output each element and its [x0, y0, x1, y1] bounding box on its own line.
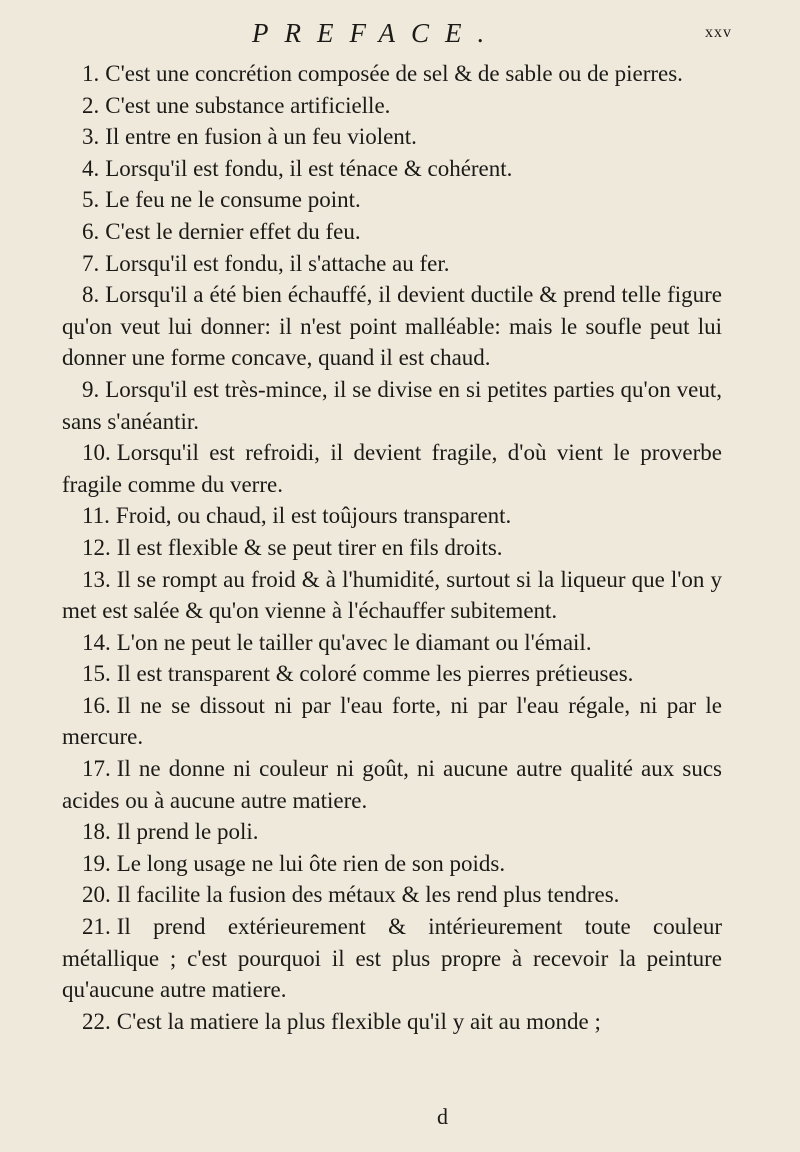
item-text: C'est une concrétion composée de sel & de sable ou de pierres. [105, 61, 683, 86]
running-title: PREFACE. [252, 18, 501, 48]
page-number: xxv [705, 24, 732, 41]
item-text: Il entre en fusion à un feu violent. [105, 124, 417, 150]
list-item [62, 911, 722, 1006]
list-item [62, 753, 722, 816]
item-number: 17. [82, 756, 111, 782]
numbered-list [62, 58, 722, 1037]
item-number: 22. [82, 1008, 111, 1034]
list-item [62, 1006, 722, 1038]
list-item [62, 153, 722, 185]
item-number: 20. [82, 882, 111, 908]
item-number: 9. [82, 376, 100, 402]
item-text: C'est le dernier effet du feu. [105, 218, 361, 244]
signature-mark: d [437, 1104, 448, 1129]
item-number: 16. [82, 692, 111, 718]
list-item [62, 90, 722, 122]
item-text: Il ne se dissout ni par l'eau forte, ni par l'eau régale, ni par le mercure. [62, 692, 722, 750]
item-number: 13. [82, 566, 111, 592]
item-text: Il se rompt au froid & à l'humidité, surtout si la liqueur que l'on y met est salée & qu'on vienne à l'échauffer subitement. [62, 566, 722, 624]
item-text: Il prend extérieurement & intérieurement toute couleur métallique ; c'est pourquoi il est plus propre à recevoir la peinture qu'aucune autre matiere. [62, 914, 722, 1003]
item-text: C'est la matiere la plus flexible qu'il y ait au monde ; [116, 1008, 601, 1034]
list-item [62, 564, 722, 627]
list-item [62, 690, 722, 753]
item-number: 6. [82, 218, 100, 244]
item-text: Le long usage ne lui ôte rien de son poids. [116, 850, 506, 876]
list-item [62, 121, 722, 153]
item-number: 8. [82, 282, 100, 308]
item-number: 15. [82, 661, 111, 687]
list-item [62, 279, 722, 374]
item-number: 4. [82, 155, 100, 181]
item-number: 12. [82, 534, 111, 560]
item-number: 7. [82, 250, 100, 276]
item-text: Il est flexible & se peut tirer en fils droits. [116, 534, 503, 560]
item-number: 11. [82, 503, 110, 529]
item-text: L'on ne peut le tailler qu'avec le diamant ou l'émail. [116, 629, 592, 655]
item-text: Froid, ou chaud, il est toûjours transparent. [115, 503, 512, 529]
item-text: Il facilite la fusion des métaux & les rend plus tendres. [116, 882, 620, 908]
list-item [62, 879, 722, 911]
list-item [62, 627, 722, 659]
item-text: Lorsqu'il est fondu, il s'attache au fer. [105, 250, 450, 276]
list-item [62, 374, 722, 437]
item-text: Lorsqu'il est très-mince, il se divise en si petites parties qu'on veut, sans s'anéantir. [62, 376, 722, 434]
item-number: 18. [82, 819, 111, 845]
item-text: Il ne donne ni couleur ni goût, ni aucune autre qualité aux sucs acides ou à aucune autre matiere. [62, 756, 722, 813]
item-number: 14. [82, 629, 111, 655]
item-number: 1. [82, 61, 100, 86]
running-head [62, 14, 732, 58]
list-item [62, 437, 722, 500]
item-number: 5. [82, 187, 100, 213]
item-number: 2. [82, 92, 100, 118]
list-item [62, 848, 722, 880]
item-number: 21. [82, 914, 111, 940]
item-text: Lorsqu'il est fondu, il est ténace & cohérent. [105, 155, 513, 181]
list-item [62, 500, 722, 532]
list-item [62, 532, 722, 564]
item-number: 10. [82, 440, 111, 466]
item-number: 19. [82, 850, 111, 876]
list-item [62, 58, 722, 90]
item-text: Lorsqu'il est refroidi, il devient fragile, d'où vient le proverbe fragile comme du verre. [62, 440, 722, 497]
list-item [62, 184, 722, 216]
item-text: Le feu ne le consume point. [105, 187, 361, 213]
item-text: C'est une substance artificielle. [105, 92, 391, 118]
item-text: Il prend le poli. [116, 819, 259, 845]
list-item [62, 248, 722, 280]
list-item [62, 658, 722, 690]
item-number: 3. [82, 124, 100, 150]
list-item [62, 816, 722, 848]
list-item [62, 216, 722, 248]
item-text: Lorsqu'il a été bien échauffé, il devient ductile & prend telle figure qu'on veut lui donner: il n'est point malléable: mais le soufle peut lui donner une forme concave, quand il est chaud. [62, 282, 722, 371]
item-text: Il est transparent & coloré comme les pierres prétieuses. [116, 661, 634, 687]
